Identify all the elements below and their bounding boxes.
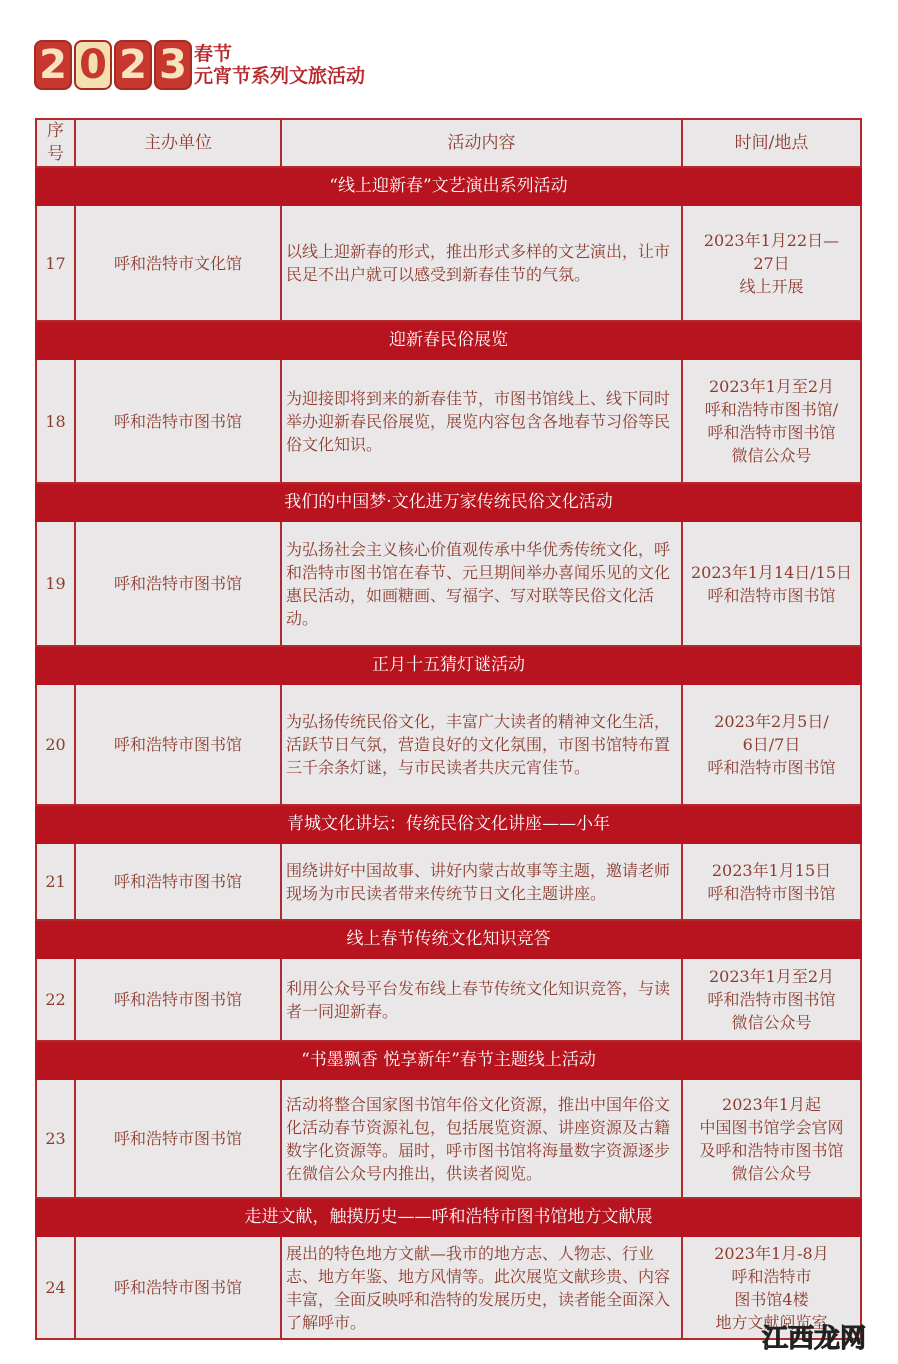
- row-number: 20: [36, 684, 75, 805]
- table-row: [36, 1079, 861, 1198]
- table-row: [36, 205, 861, 321]
- row-number: 17: [36, 205, 75, 321]
- time-line: 6日/7日: [742, 735, 801, 754]
- time-line: 中国图书馆学会官网: [699, 1117, 844, 1137]
- watermark: 江西龙网: [762, 1324, 867, 1354]
- table-header-row: [36, 119, 861, 167]
- year-digit: 2: [34, 40, 72, 90]
- time-line: 27日: [753, 253, 790, 273]
- table-row: [36, 684, 861, 805]
- col-header-no: 序号: [36, 119, 75, 167]
- time-location: [682, 958, 861, 1041]
- page-title: [194, 43, 365, 87]
- year-logo: [34, 40, 192, 90]
- section-title: “书墨飘香 悦享新年”春节主题线上活动: [36, 1041, 861, 1079]
- activity-content: 活动将整合国家图书馆年俗文化资源，推出中国年俗文化活动春节资源礼包，包括展览资源、讲座资源及古籍数字化资源等。届时，呼市图书馆将海量数字资源逐步在微信公众号内推出，供读者阅览。: [281, 1079, 682, 1198]
- time-location: [682, 684, 861, 805]
- title-line-2: 元宵节系列文旅活动: [194, 65, 366, 87]
- organizer: 呼和浩特市图书馆: [75, 521, 281, 646]
- activity-content: 为弘扬社会主义核心价值观传承中华优秀传统文化，呼和浩特市图书馆在春节、元旦期间举办喜闻乐见的文化惠民活动，如画糖画、写福字、写对联等民俗文化活动。: [281, 521, 682, 646]
- activity-content: 为迎接即将到来的新春佳节，市图书馆线上、线下同时举办迎新春民俗展览，展览内容包含各地春节习俗等民俗文化知识。: [281, 359, 682, 483]
- activity-content: 利用公众号平台发布线上春节传统文化知识竞答，与读者一同迎新春。: [281, 958, 682, 1041]
- time-location: [682, 843, 861, 920]
- time-location: [682, 521, 861, 646]
- table-row: [36, 359, 861, 483]
- section-title: 我们的中国梦·文化进万家传统民俗文化活动: [36, 483, 861, 521]
- time-line: 图书馆4楼: [734, 1289, 809, 1309]
- section-row: [36, 321, 861, 359]
- section-title: 迎新春民俗展览: [36, 321, 861, 359]
- organizer: 呼和浩特市图书馆: [75, 958, 281, 1041]
- time-line: 2023年1月起: [722, 1094, 821, 1114]
- col-header-content: 活动内容: [281, 119, 682, 167]
- time-line: 呼和浩特市图书馆: [707, 423, 836, 442]
- year-digit: 3: [154, 40, 192, 90]
- time-line: 呼和浩特市图书馆: [707, 883, 836, 903]
- section-row: [36, 805, 861, 843]
- section-row: [36, 920, 861, 958]
- table-row: [36, 521, 861, 646]
- year-digit: 0: [74, 40, 112, 90]
- time-line: 地方文献阅览室: [715, 1312, 828, 1332]
- time-line: 呼和浩特市图书馆/: [704, 400, 839, 419]
- time-line: 及呼和浩特市图书馆: [699, 1140, 844, 1160]
- section-row: [36, 1041, 861, 1079]
- title-line-1: 春节: [194, 43, 233, 65]
- row-number: 22: [36, 958, 75, 1041]
- time-line: 微信公众号: [731, 1013, 812, 1032]
- activity-content: 为弘扬传统民俗文化，丰富广大读者的精神文化生活，活跃节日气氛，营造良好的文化氛围，市图书馆特布置三千余条灯谜，与市民读者共庆元宵佳节。: [281, 684, 682, 805]
- activities-table: [35, 118, 862, 1340]
- activity-content: 以线上迎新春的形式，推出形式多样的文艺演出，让市民足不出户就可以感受到新春佳节的气氛。: [281, 205, 682, 321]
- organizer: 呼和浩特市图书馆: [75, 843, 281, 920]
- table-row: [36, 1236, 861, 1339]
- time-line: 微信公众号: [731, 446, 812, 465]
- organizer: 呼和浩特市图书馆: [75, 1079, 281, 1198]
- section-row: [36, 167, 861, 205]
- time-line: 呼和浩特市图书馆: [707, 585, 836, 605]
- time-line: 2023年1月-8月: [714, 1243, 829, 1263]
- time-line: 线上开展: [739, 276, 804, 296]
- col-header-org: 主办单位: [75, 119, 281, 167]
- time-line: 呼和浩特市图书馆: [707, 990, 836, 1009]
- activity-content: 围绕讲好中国故事、讲好内蒙古故事等主题，邀请老师现场为市民读者带来传统节日文化主题讲座。: [281, 843, 682, 920]
- time-line: 2023年1月15日: [711, 860, 832, 880]
- time-line: 微信公众号: [731, 1163, 812, 1183]
- year-digit: 2: [114, 40, 152, 90]
- section-title: “线上迎新春”文艺演出系列活动: [36, 167, 861, 205]
- time-location: [682, 1079, 861, 1198]
- organizer: 呼和浩特市图书馆: [75, 359, 281, 483]
- organizer: 呼和浩特市图书馆: [75, 1236, 281, 1339]
- row-number: 24: [36, 1236, 75, 1339]
- section-row: [36, 1198, 861, 1236]
- time-line: 呼和浩特市图书馆: [707, 758, 836, 777]
- time-line: 2023年1月至2月: [708, 967, 835, 986]
- row-number: 18: [36, 359, 75, 483]
- time-line: 呼和浩特市: [731, 1266, 812, 1286]
- section-title: 青城文化讲坛：传统民俗文化讲座——小年: [36, 805, 861, 843]
- row-number: 23: [36, 1079, 75, 1198]
- col-header-time: 时间/地点: [682, 119, 861, 167]
- time-location: [682, 205, 861, 321]
- organizer: 呼和浩特市文化馆: [75, 205, 281, 321]
- time-line: 2023年1月至2月: [708, 377, 835, 396]
- section-row: [36, 646, 861, 684]
- time-line: 2023年1月14日/15日: [690, 562, 852, 582]
- time-location: [682, 359, 861, 483]
- section-row: [36, 483, 861, 521]
- time-line: 2023年1月22日—: [703, 230, 840, 250]
- header-logo: [34, 40, 365, 90]
- activity-content: 展出的特色地方文献—我市的地方志、人物志、行业志、地方年鉴、地方风情等。此次展览文献珍贵、内容丰富，全面反映呼和浩特的发展历史，读者能全面深入了解呼市。: [281, 1236, 682, 1339]
- row-number: 19: [36, 521, 75, 646]
- organizer: 呼和浩特市图书馆: [75, 684, 281, 805]
- row-number: 21: [36, 843, 75, 920]
- time-line: 2023年2月5日/: [714, 712, 829, 731]
- table-row: [36, 843, 861, 920]
- section-title: 线上春节传统文化知识竞答: [36, 920, 861, 958]
- table-row: [36, 958, 861, 1041]
- section-title: 正月十五猜灯谜活动: [36, 646, 861, 684]
- section-title: 走进文献，触摸历史——呼和浩特市图书馆地方文献展: [36, 1198, 861, 1236]
